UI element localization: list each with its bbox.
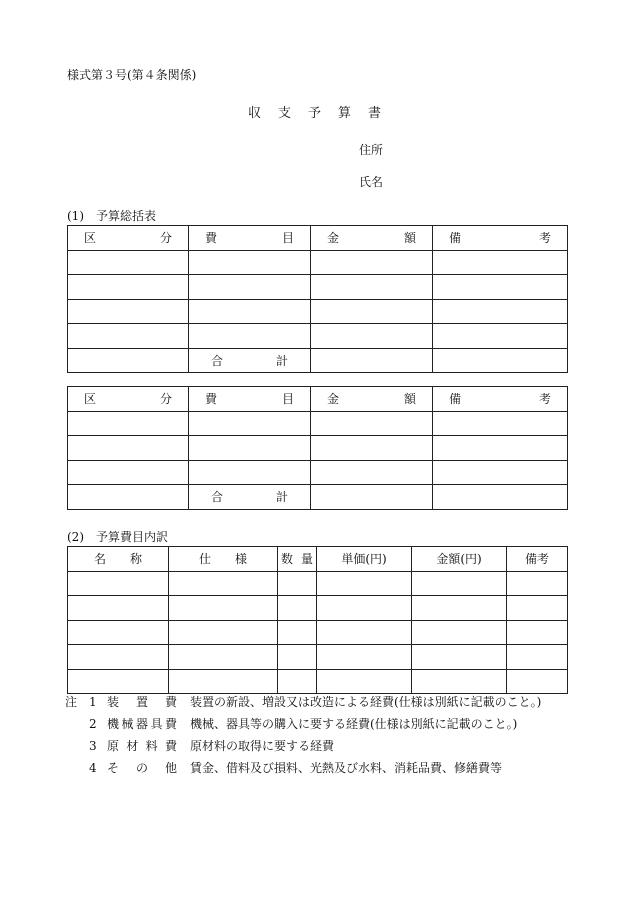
cell[interactable]: [311, 299, 433, 324]
document-title: 収支予算書: [247, 106, 398, 121]
note-term: そ の 他: [107, 761, 177, 775]
cell[interactable]: [311, 460, 433, 485]
cell[interactable]: [189, 411, 311, 436]
address-label: 住所: [359, 143, 384, 157]
col-header-amount: 金 額: [311, 387, 433, 412]
cell[interactable]: [317, 596, 412, 621]
table-row: [68, 250, 568, 275]
col-header-item: 費 目: [189, 387, 311, 412]
cell[interactable]: [278, 596, 317, 621]
cell[interactable]: [317, 571, 412, 596]
cell[interactable]: [507, 596, 568, 621]
col-header-spec: 仕 様: [169, 547, 278, 572]
cell[interactable]: [278, 645, 317, 670]
cell[interactable]: [507, 669, 568, 694]
table-row: [68, 645, 568, 670]
col-header-item: 費 目: [189, 226, 311, 251]
note-item: [65, 718, 585, 740]
table-row: [68, 460, 568, 485]
cell[interactable]: [433, 324, 568, 349]
total-row: [68, 348, 568, 373]
cell[interactable]: [311, 411, 433, 436]
col-header-remarks: 備 考: [433, 226, 568, 251]
cell[interactable]: [169, 620, 278, 645]
cell[interactable]: [433, 275, 568, 300]
cell[interactable]: [278, 571, 317, 596]
cell[interactable]: [433, 485, 568, 510]
note-number: 4: [89, 761, 97, 775]
cell[interactable]: [68, 348, 189, 373]
cell[interactable]: [68, 571, 169, 596]
cell[interactable]: [68, 645, 169, 670]
table-row: [68, 324, 568, 349]
col-header-category: 区 分: [68, 387, 189, 412]
note-item: [65, 696, 585, 718]
note-term: 装 置 費: [107, 695, 177, 709]
cell[interactable]: [412, 620, 507, 645]
cell[interactable]: [68, 460, 189, 485]
cell[interactable]: [189, 275, 311, 300]
cell[interactable]: [311, 250, 433, 275]
cell[interactable]: [507, 620, 568, 645]
table-row: [68, 571, 568, 596]
note-number: 3: [89, 739, 97, 753]
section1-heading: (1) 予算総括表: [67, 209, 156, 223]
col-header-amount: 金 額: [311, 226, 433, 251]
cell[interactable]: [311, 275, 433, 300]
section2-heading: (2) 予算費目内訳: [67, 530, 168, 544]
table-row: [68, 436, 568, 461]
cell[interactable]: [433, 299, 568, 324]
col-header-remarks: 備 考: [433, 387, 568, 412]
total-amount-cell[interactable]: [311, 485, 433, 510]
table-row: [68, 299, 568, 324]
col-header-quantity: 数 量: [278, 547, 317, 572]
cell[interactable]: [169, 669, 278, 694]
total-label: 合 計: [189, 485, 311, 510]
cell[interactable]: [317, 620, 412, 645]
col-header-amount: 金額(円): [412, 547, 507, 572]
cell[interactable]: [433, 348, 568, 373]
cell[interactable]: [412, 596, 507, 621]
cell[interactable]: [507, 645, 568, 670]
cell[interactable]: [68, 436, 189, 461]
cell[interactable]: [169, 645, 278, 670]
cell[interactable]: [412, 571, 507, 596]
header-row: [68, 226, 568, 251]
col-header-unit-price: 単価(円): [317, 547, 412, 572]
table-row: [68, 669, 568, 694]
cell[interactable]: [412, 669, 507, 694]
cell[interactable]: [317, 669, 412, 694]
cell[interactable]: [68, 669, 169, 694]
budget-summary-table-2: [67, 386, 568, 510]
total-amount-cell[interactable]: [311, 348, 433, 373]
note-term: 機 械 器 具 費: [107, 717, 177, 731]
note-mark: 注: [65, 695, 78, 709]
cell[interactable]: [68, 275, 189, 300]
col-header-name: 名 称: [68, 547, 169, 572]
note-description: 賃金、借料及び損料、光熱及び水料、消耗品費、修繕費等: [190, 761, 503, 775]
note-term: 原 材 料 費: [107, 739, 177, 753]
note-number: 2: [89, 717, 97, 731]
note-description: 装置の新設、増設又は改造による経費(仕様は別紙に記載のこと。): [190, 695, 542, 709]
cell[interactable]: [169, 571, 278, 596]
cell[interactable]: [68, 324, 189, 349]
table-row: [68, 275, 568, 300]
header-row: [68, 387, 568, 412]
cell[interactable]: [311, 436, 433, 461]
budget-breakdown-table: [67, 546, 568, 694]
note-description: 機械、器具等の購入に要する経費(仕様は別紙に記載のこと。): [190, 717, 518, 731]
cell[interactable]: [507, 571, 568, 596]
cell[interactable]: [68, 250, 189, 275]
cell[interactable]: [68, 299, 189, 324]
cell[interactable]: [433, 250, 568, 275]
header-row: [68, 547, 568, 572]
table-row: [68, 620, 568, 645]
cell[interactable]: [169, 596, 278, 621]
cell[interactable]: [433, 411, 568, 436]
note-item: [65, 762, 585, 784]
notes: [65, 696, 585, 784]
cell[interactable]: [189, 299, 311, 324]
table-row: [68, 596, 568, 621]
col-header-remarks: 備考: [507, 547, 568, 572]
cell[interactable]: [189, 250, 311, 275]
cell[interactable]: [68, 485, 189, 510]
form-number: 様式第３号(第４条関係): [67, 68, 197, 82]
note-description: 原材料の取得に要する経費: [190, 739, 335, 753]
cell[interactable]: [189, 324, 311, 349]
total-label: 合 計: [189, 348, 311, 373]
cell[interactable]: [311, 324, 433, 349]
total-row: [68, 485, 568, 510]
cell[interactable]: [412, 645, 507, 670]
cell[interactable]: [278, 620, 317, 645]
cell[interactable]: [189, 460, 311, 485]
note-number: 1: [89, 695, 97, 709]
cell[interactable]: [68, 411, 189, 436]
table-row: [68, 411, 568, 436]
name-label: 氏名: [359, 175, 384, 189]
cell[interactable]: [317, 645, 412, 670]
col-header-category: 区 分: [68, 226, 189, 251]
cell[interactable]: [433, 436, 568, 461]
cell[interactable]: [189, 436, 311, 461]
cell[interactable]: [68, 596, 169, 621]
cell[interactable]: [278, 669, 317, 694]
budget-summary-table-1: [67, 225, 568, 373]
cell[interactable]: [68, 620, 169, 645]
note-item: [65, 740, 585, 762]
cell[interactable]: [433, 460, 568, 485]
